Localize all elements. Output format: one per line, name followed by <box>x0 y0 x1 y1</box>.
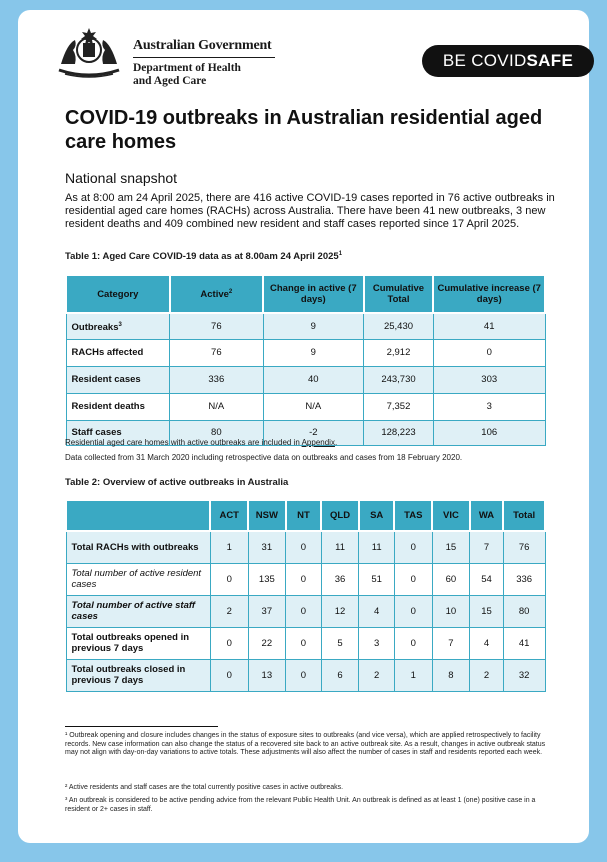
cell-act: 0 <box>210 627 248 659</box>
table-row <box>66 563 545 595</box>
cell-active: 76 <box>170 339 264 366</box>
cell-sa: 51 <box>359 563 395 595</box>
outbreaks-by-state-table <box>65 499 546 692</box>
row-label-text: Outbreaks <box>71 321 119 333</box>
col-header-total: Total <box>503 500 545 531</box>
row-label: RACHs affected <box>66 339 170 366</box>
cell-nt: 0 <box>286 531 322 563</box>
cell-wa: 54 <box>470 563 504 595</box>
cell-tas: 0 <box>394 531 432 563</box>
cell-change: 9 <box>263 339 363 366</box>
col-header-qld: QLD <box>321 500 359 531</box>
cell-change: 40 <box>263 366 363 393</box>
cell-increase: 303 <box>433 366 545 393</box>
cell-vic: 10 <box>432 595 470 627</box>
table-row <box>66 393 545 420</box>
cell-wa: 2 <box>470 659 504 691</box>
cell-act: 2 <box>210 595 248 627</box>
col-header-cumulative: Cumulative Total <box>364 275 434 313</box>
cell-nt: 0 <box>286 563 322 595</box>
col-header-vic: VIC <box>432 500 470 531</box>
table-row <box>66 659 545 691</box>
department-line2: and Aged Care <box>133 75 207 87</box>
table1-caption-sup: 1 <box>338 251 343 257</box>
col-header-active <box>170 275 264 313</box>
cell-vic: 60 <box>432 563 470 595</box>
page-subtitle: National snapshot <box>65 170 178 186</box>
row-label: Total number of active staff cases <box>66 595 210 627</box>
cell-act: 0 <box>210 659 248 691</box>
row-label: Total number of active resident cases <box>66 563 210 595</box>
cell-qld: 5 <box>321 627 359 659</box>
cell-cumulative: 128,223 <box>364 420 434 445</box>
cell-cumulative: 2,912 <box>364 339 434 366</box>
cell-nsw: 31 <box>248 531 286 563</box>
col-header-wa: WA <box>470 500 504 531</box>
cell-change: N/A <box>263 393 363 420</box>
table-row <box>66 313 545 339</box>
cell-vic: 15 <box>432 531 470 563</box>
col-header-nt: NT <box>286 500 322 531</box>
cell-nsw: 13 <box>248 659 286 691</box>
page-title: COVID-19 outbreaks in Australian residential aged care homes <box>65 107 543 153</box>
cell-tas: 0 <box>394 563 432 595</box>
cell-nsw: 37 <box>248 595 286 627</box>
table1-caption <box>65 251 342 262</box>
cell-sa: 4 <box>359 595 395 627</box>
cell-active: 336 <box>170 366 264 393</box>
footnote-1: ¹ Outbreak opening and closure includes changes in the status of exposure sites to outbreaks (and vice versa), which are applied retrospectively to facility records. New case information can also change the status of a recovered site back to an active outbreak site. As a result, changes in active outbreak status may not align with day-on-day variations to active totals. These adjustments will also affect the number of cases in staff and residents reported each week. <box>65 732 546 757</box>
row-label: Resident deaths <box>66 393 170 420</box>
aged-care-data-table <box>65 274 546 446</box>
cell-total: 32 <box>503 659 545 691</box>
cell-nt: 0 <box>286 627 322 659</box>
intro-paragraph: As at 8:00 am 24 April 2025, there are 416 active COVID-19 cases reported in 76 active outbreaks in residential aged care homes (RACHs) across Australia. There have been 41 new outbreaks, 3 new resident deaths and 409 combined new resident and staff cases reported since 17 April 2025. <box>65 192 555 231</box>
row-label: Total outbreaks closed in previous 7 days <box>66 659 210 691</box>
row-label-sup: 3 <box>118 321 122 328</box>
cell-active: N/A <box>170 393 264 420</box>
cell-qld: 36 <box>321 563 359 595</box>
table1-note-data: Data collected from 31 March 2020 including retrospective data on outbreaks and cases from 18 February 2020. <box>65 453 463 462</box>
table-row <box>66 595 545 627</box>
row-label: Total outbreaks opened in previous 7 days <box>66 627 210 659</box>
table1-note-appendix <box>65 438 337 448</box>
cell-cumulative: 243,730 <box>364 366 434 393</box>
header <box>53 22 574 92</box>
cell-vic: 8 <box>432 659 470 691</box>
cell-act: 1 <box>210 531 248 563</box>
badge-suffix: SAFE <box>526 51 574 70</box>
col-header-increase: Cumulative increase (7 days) <box>433 275 545 313</box>
cell-increase: 0 <box>433 339 545 366</box>
table-row <box>66 339 545 366</box>
cell-tas: 1 <box>394 659 432 691</box>
cell-tas: 0 <box>394 595 432 627</box>
col-header-active-sup: 2 <box>228 289 233 296</box>
cell-increase: 3 <box>433 393 545 420</box>
col-header-blank <box>66 500 210 531</box>
cell-total: 76 <box>503 531 545 563</box>
col-header-act: ACT <box>210 500 248 531</box>
table-row <box>66 366 545 393</box>
footnote-divider <box>65 726 218 727</box>
department-line1: Department of Health <box>133 62 241 74</box>
row-label <box>66 313 170 339</box>
col-header-active-text: Active <box>200 289 229 301</box>
cell-increase: 106 <box>433 420 545 445</box>
cell-nsw: 22 <box>248 627 286 659</box>
table1-caption-text: Table 1: Aged Care COVID-19 data as at 8.00am 24 April 2025 <box>65 251 339 263</box>
cell-qld: 11 <box>321 531 359 563</box>
cell-sa: 2 <box>359 659 395 691</box>
cell-total: 336 <box>503 563 545 595</box>
cell-total: 80 <box>503 595 545 627</box>
cell-tas: 0 <box>394 627 432 659</box>
row-label: Total RACHs with outbreaks <box>66 531 210 563</box>
cell-change: 9 <box>263 313 363 339</box>
cell-increase: 41 <box>433 313 545 339</box>
cell-active: 80 <box>170 420 264 445</box>
cell-qld: 6 <box>321 659 359 691</box>
note-text: Residential aged care homes with active outbreaks are included in <box>65 438 302 447</box>
cell-change: -2 <box>263 420 363 445</box>
table-row <box>66 531 545 563</box>
gov-name: Australian Government <box>133 38 275 58</box>
badge-prefix: BE COVID <box>442 51 527 70</box>
table2-caption: Table 2: Overview of active outbreaks in Australia <box>65 477 289 488</box>
footnote-2: ² Active residents and staff cases are the total currently positive cases in active outbreaks. <box>65 784 344 791</box>
cell-sa: 11 <box>359 531 395 563</box>
coat-of-arms-icon <box>53 24 125 80</box>
cell-nsw: 135 <box>248 563 286 595</box>
note-end: . <box>334 438 338 447</box>
row-label: Staff cases <box>66 420 170 445</box>
cell-wa: 7 <box>470 531 504 563</box>
col-header-nsw: NSW <box>248 500 286 531</box>
cell-cumulative: 7,352 <box>364 393 434 420</box>
cell-wa: 15 <box>470 595 504 627</box>
cell-qld: 12 <box>321 595 359 627</box>
cell-wa: 4 <box>470 627 504 659</box>
cell-nt: 0 <box>286 659 322 691</box>
table-row <box>66 627 545 659</box>
cell-total: 41 <box>503 627 545 659</box>
col-header-sa: SA <box>359 500 395 531</box>
covidsafe-badge <box>422 45 594 77</box>
cell-sa: 3 <box>359 627 395 659</box>
cell-nt: 0 <box>286 595 322 627</box>
cell-active: 76 <box>170 313 264 339</box>
document-page <box>18 10 589 843</box>
col-header-category: Category <box>66 275 170 313</box>
col-header-tas: TAS <box>394 500 432 531</box>
row-label: Resident cases <box>66 366 170 393</box>
col-header-change: Change in active (7 days) <box>263 275 363 313</box>
cell-act: 0 <box>210 563 248 595</box>
footnote-3: ³ An outbreak is considered to be active pending advice from the relevant Public Health Unit. An outbreak is defined as at least 1 (one) positive case in a resident or 2+ cases in staff. <box>65 797 536 813</box>
cell-cumulative: 25,430 <box>364 313 434 339</box>
government-wordmark <box>133 38 275 88</box>
appendix-link[interactable]: Appendix <box>301 438 335 447</box>
cell-vic: 7 <box>432 627 470 659</box>
